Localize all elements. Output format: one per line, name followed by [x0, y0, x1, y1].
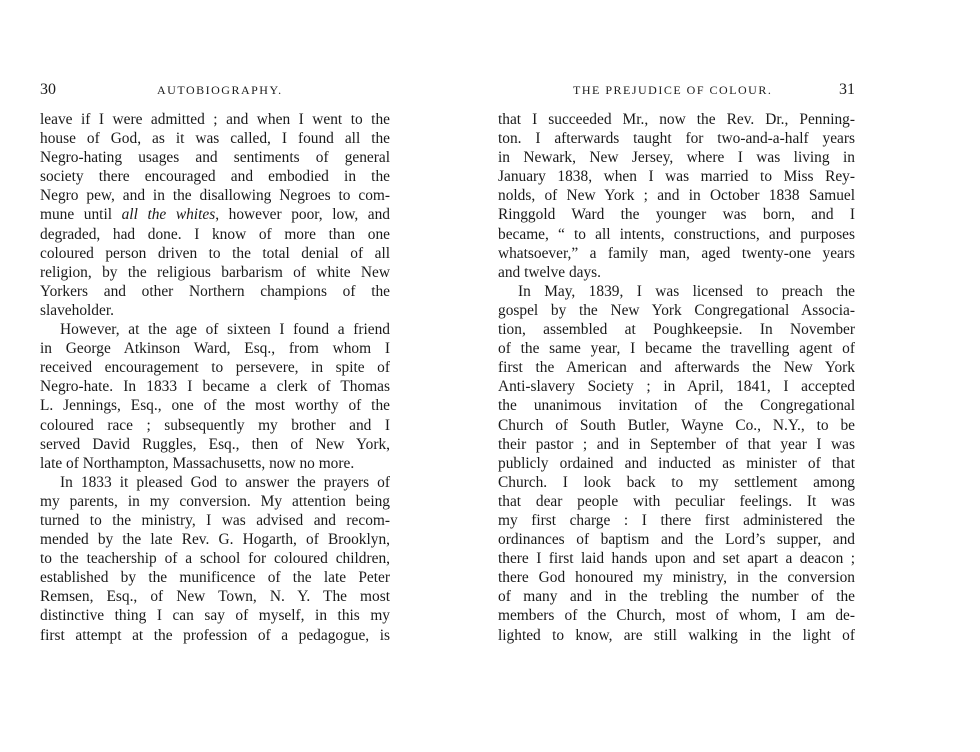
page-number: 31 [839, 81, 855, 98]
text-line: received encouragement to persevere, in spite of [40, 359, 390, 377]
text-line: distinctive thing I can say of myself, in this my [40, 607, 390, 625]
text-line: L. Jennings, Esq., one of the most worthy of the [40, 397, 390, 415]
left-page-header [40, 81, 387, 101]
text-line: there God honoured my ministry, in the conversion [498, 569, 855, 587]
right-page-text [498, 110, 855, 645]
right-page [490, 0, 980, 752]
text-line: house of God, as it was called, I found all the [40, 130, 390, 148]
text-line: religion, by the religious barbarism of white New [40, 263, 390, 281]
text-line: served David Ruggles, Esq., then of New York, [40, 435, 390, 453]
text-line: mune until all the whites, however poor, low, and [40, 206, 390, 224]
text-line: in Newark, New Jersey, where I was living in [498, 149, 855, 167]
text-line: slaveholder. [40, 301, 114, 319]
text-line: Ringgold Ward the younger was born, and I [498, 206, 855, 224]
text-line: Negro-hating usages and sentiments of general [40, 149, 390, 167]
text-line: ordinances of baptism and the Lord’s supper, and [498, 531, 855, 549]
text-line: in George Atkinson Ward, Esq., from whom I [40, 340, 390, 358]
text-line: established by the munificence of the late Peter [40, 569, 390, 587]
text-line: In 1833 it pleased God to answer the prayers of [60, 473, 390, 491]
text-line: Church of South Butler, Wayne Co., N.Y., to be [498, 416, 855, 434]
text-line: their pastor ; and in September of that year I was [498, 435, 855, 453]
text-line: and twelve days. [498, 263, 602, 281]
text-line: that I succeeded Mr., now the Rev. Dr., Penning- [498, 111, 855, 128]
text-line: there I first laid hands upon and set apart a deacon ; [498, 550, 855, 568]
text-line: members of the Church, most of whom, I am de- [498, 607, 855, 625]
text-line: ton. I afterwards taught for two-and-a-half years [498, 130, 855, 148]
text-line: coloured person driven to the total denial of all [40, 244, 390, 262]
page-number: 30 [40, 81, 56, 98]
text-line: of the same year, I became the travelling agent of [498, 340, 855, 358]
text-line: coloured race ; subsequently my brother and I [40, 416, 390, 434]
text-line: first attempt at the profession of a pedagogue, is [40, 626, 390, 644]
text-line: nolds, of New York ; and in October 1838 Samuel [498, 187, 855, 205]
text-line: Negro pew, and in the disallowing Negroes to com- [40, 187, 390, 205]
text-line: gospel by the New York Congregational Associa- [498, 301, 855, 319]
text-line: mended by the late Rev. G. Hogarth, of Brooklyn, [40, 531, 390, 549]
text-line: Remsen, Esq., of New Town, N. Y. The most [40, 588, 390, 606]
text-line: In May, 1839, I was licensed to preach the [518, 282, 855, 300]
text-line: society there encouraged and embodied in the [40, 168, 390, 186]
text-line: whatsoever,” a family man, aged twenty-one years [498, 244, 855, 262]
text-line: However, at the age of sixteen I found a friend [60, 321, 390, 339]
left-page-text [40, 110, 390, 645]
text-line: lighted to know, are still walking in the light of [498, 626, 855, 644]
text-line: of many and in the trebling the number of the [498, 588, 855, 606]
text-line: Anti-slavery Society ; in April, 1841, I accepted [498, 378, 855, 396]
text-line: my parents, in my conversion. My attention being [40, 492, 390, 510]
text-line: turned to the ministry, I was advised and recom- [40, 511, 390, 529]
text-line: that dear people with peculiar feelings. It was [498, 492, 855, 510]
text-line: January 1838, when I was married to Miss Rey- [498, 168, 855, 186]
text-line: first the American and afterwards the New York [498, 359, 855, 377]
text-line: became, “ to all intents, constructions, and purposes [498, 225, 855, 243]
right-page-header [500, 81, 855, 101]
text-line: to the teachership of a school for coloured children, [40, 550, 390, 568]
running-head: THE PREJUDICE OF COLOUR. [573, 83, 773, 97]
text-line: Church. I look back to my settlement among [498, 473, 855, 491]
text-line: leave if I were admitted ; and when I went to the [40, 111, 390, 128]
text-line: late of Northampton, Massachusetts, now no more. [40, 454, 355, 472]
text-line: Yorkers and other Northern champions of the [40, 282, 390, 300]
text-line: the unanimous invitation of the Congregational [498, 397, 855, 415]
text-line: degraded, had done. I know of more than one [40, 225, 390, 243]
emphasis: all the whites [121, 206, 216, 224]
running-head: AUTOBIOGRAPHY. [157, 83, 283, 97]
text-line: publicly ordained and inducted as minister of that [498, 454, 855, 472]
text-line: tion, assembled at Poughkeepsie. In November [498, 321, 855, 339]
text-line: Negro-hate. In 1833 I became a clerk of Thomas [40, 378, 390, 396]
text-line: my first charge : I there first administered the [498, 511, 855, 529]
